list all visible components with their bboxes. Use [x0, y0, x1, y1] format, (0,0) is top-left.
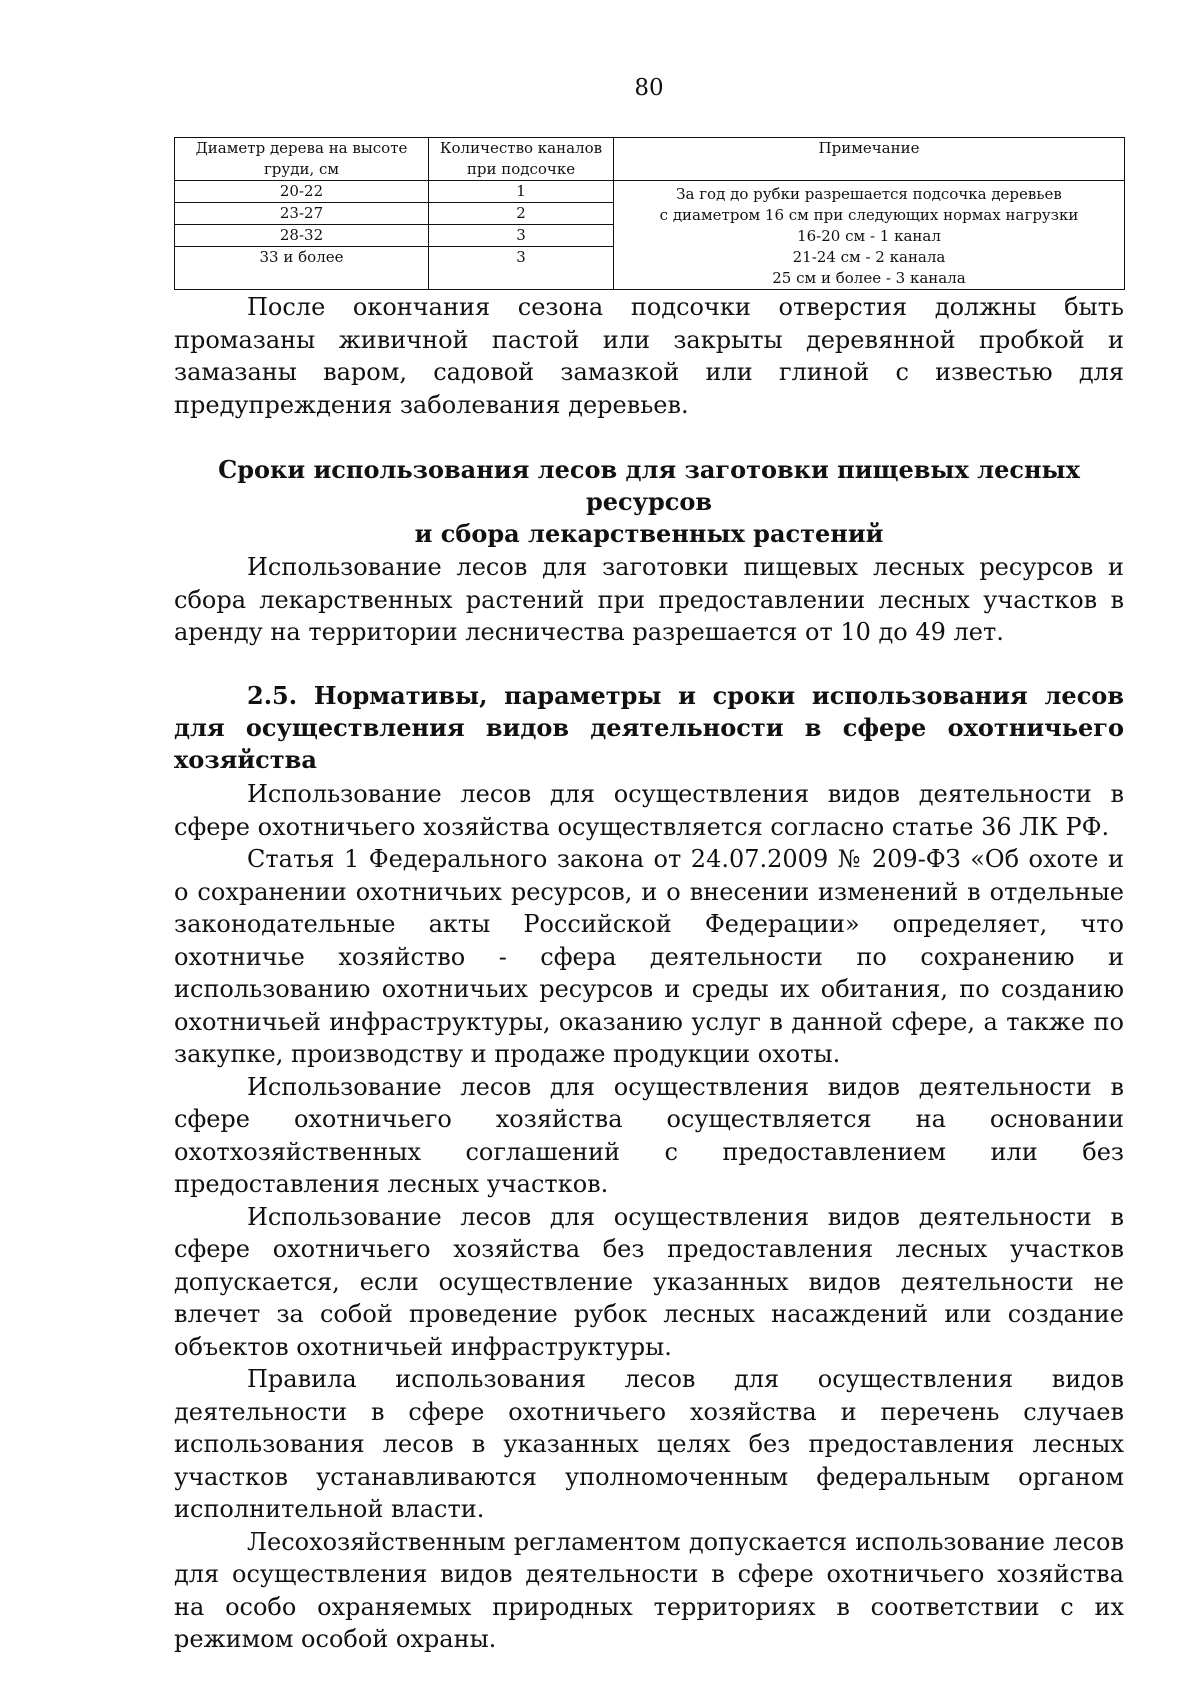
table-cell-diameter: 28-32	[175, 225, 429, 247]
table-cell-channels: 3	[429, 247, 614, 290]
table-header-diameter: Диаметр дерева на высоте груди, см	[175, 138, 429, 181]
paragraph: Лесохозяйственным регламентом допускается использование лесов для осуществления видов деятельности в сфере охотничьего хозяйства на особо охраняемых природных территориях в соответствии с их режимом особой охраны.	[174, 1527, 1124, 1653]
table-cell-diameter: 33 и более	[175, 247, 429, 290]
table-header-channels: Количество каналов при подсочке	[429, 138, 614, 181]
table-cell-diameter: 23-27	[175, 203, 429, 225]
note-line: 21-24 см - 2 канала	[792, 247, 946, 266]
note-line: За год до рубки разрешается подсочка деревьев	[676, 184, 1062, 203]
tapping-channels-table	[174, 137, 1125, 290]
table-cell-diameter: 20-22	[175, 181, 429, 203]
note-line: с диаметром 16 см при следующих нормах нагрузки	[659, 205, 1079, 224]
hunting-text-block	[174, 778, 1124, 1656]
table-header-row	[175, 138, 1125, 181]
table-row	[175, 181, 1125, 203]
table-cell-channels: 3	[429, 225, 614, 247]
table-cell-note	[614, 181, 1125, 290]
section-heading-food-resources	[174, 454, 1124, 550]
section-heading-hunting: 2.5. Нормативы, параметры и сроки использования лесов для осуществления видов деятельности в сфере охотничьего хозяйства	[174, 681, 1124, 774]
table-cell-channels: 1	[429, 181, 614, 203]
note-line: 25 см и более - 3 канала	[772, 268, 966, 287]
paragraph: Использование лесов для осуществления видов деятельности в сфере охотничьего хозяйства осуществляется на основании охотхозяйственных соглашений с предоставлением или без предоставления лесных участков.	[174, 1072, 1124, 1198]
paragraph: После окончания сезона подсочки отверстия должны быть промазаны живичной пастой или закрыты деревянной пробкой и замазаны варом, садовой замазкой или глиной с известью для предупреждения заболевания деревьев.	[174, 293, 1124, 419]
heading-line: и сбора лекарственных растений	[414, 519, 884, 548]
table-header-note: Примечание	[614, 138, 1125, 181]
heading-line: Сроки использования лесов для заготовки пищевых лесных ресурсов	[218, 455, 1080, 516]
table-cell-channels: 2	[429, 203, 614, 225]
paragraph-after-table-block	[174, 291, 1124, 421]
note-line: 16-20 см - 1 канал	[797, 226, 941, 245]
paragraph: Использование лесов для осуществления видов деятельности в сфере охотничьего хозяйства без предоставления лесных участков допускается, если осуществление указанных видов деятельности не влечет за собой проведение рубок лесных насаждений или создание объектов охотничьей инфраструктуры.	[174, 1202, 1124, 1361]
paragraph: Использование лесов для заготовки пищевых лесных ресурсов и сбора лекарственных растений при предоставлении лесных участков в аренду на территории лесничества разрешается от 10 до 49 лет.	[174, 553, 1124, 646]
food-resources-text-block	[174, 551, 1124, 649]
paragraph: Статья 1 Федерального закона от 24.07.2009 № 209-ФЗ «Об охоте и о сохранении охотничьих ресурсов, и о внесении изменений в отдельные законодательные акты Российской Федерации» определяет, что охотничье хозяйство - сфера деятельности по сохранению и использованию охотничьих ресурсов и среды их обитания, по созданию охотничьей инфраструктуры, оказанию услуг в данной сфере, а также по закупке, производству и продаже продукции охоты.	[174, 845, 1124, 1068]
paragraph: Правила использования лесов для осуществления видов деятельности в сфере охотничьего хозяйства и перечень случаев использования лесов в указанных целях без предоставления лесных участков устанавливаются уполномоченным федеральным органом исполнительной власти.	[174, 1365, 1124, 1523]
paragraph: Использование лесов для осуществления видов деятельности в сфере охотничьего хозяйства осуществляется согласно статье 36 ЛК РФ.	[174, 780, 1124, 841]
page-number: 80	[634, 75, 664, 101]
